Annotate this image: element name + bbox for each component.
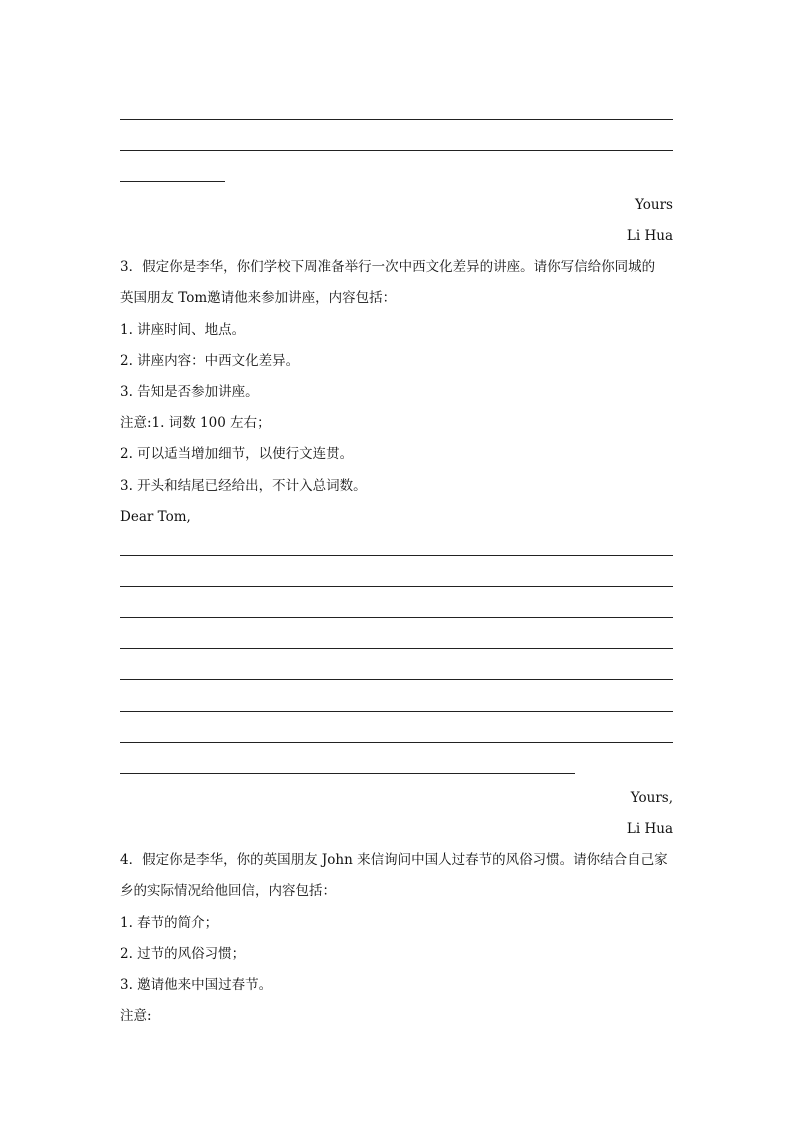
question-3-note-2: 2. 可以适当增加细节，以使行文连贯。 xyxy=(120,446,354,462)
question-4-prompt-line-2: 乡的实际情况给他回信，内容包括： xyxy=(120,883,336,899)
writing-line xyxy=(120,119,673,120)
question-3-item-3: 3. 告知是否参加讲座。 xyxy=(120,384,259,400)
question-4-prompt-line-1: 4．假定你是李华，你的英国朋友 John 来信询问中国人过春节的风俗习惯。请你结合自己家 xyxy=(120,852,668,868)
writing-line xyxy=(120,711,673,712)
letter-closing: Yours xyxy=(635,197,673,213)
question-4-note-label: 注意: xyxy=(120,1008,152,1024)
question-3-item-2: 2. 讲座内容：中西文化差异。 xyxy=(120,353,300,369)
writing-line xyxy=(120,555,673,556)
writing-line xyxy=(120,586,673,587)
writing-line-short xyxy=(120,773,575,774)
question-4-item-2: 2. 过节的风俗习惯； xyxy=(120,946,246,962)
question-3-prompt-line-1: 3．假定你是李华，你们学校下周准备举行一次中西文化差异的讲座。请你写信给你同城的 xyxy=(120,259,656,275)
writing-line xyxy=(120,648,673,649)
writing-line xyxy=(120,742,673,743)
question-3-note-3: 3. 开头和结尾已经给出，不计入总词数。 xyxy=(120,478,367,494)
question-3-closing: Yours, xyxy=(630,790,673,806)
question-3-salutation: Dear Tom, xyxy=(120,509,191,525)
question-3-note-1: 注意:1. 词数 100 左右； xyxy=(120,415,271,431)
question-3-prompt-line-2: 英国朋友 Tom邀请他来参加讲座，内容包括： xyxy=(120,290,397,306)
writing-line xyxy=(120,679,673,680)
writing-line xyxy=(120,617,673,618)
question-4-item-3: 3. 邀请他来中国过春节。 xyxy=(120,977,273,993)
question-3-item-1: 1. 讲座时间、地点。 xyxy=(120,322,246,338)
writing-line xyxy=(120,150,673,151)
letter-signature: Li Hua xyxy=(626,228,673,244)
question-3-signature: Li Hua xyxy=(626,821,673,837)
writing-line-short xyxy=(120,181,225,182)
question-4-item-1: 1. 春节的简介； xyxy=(120,915,219,931)
